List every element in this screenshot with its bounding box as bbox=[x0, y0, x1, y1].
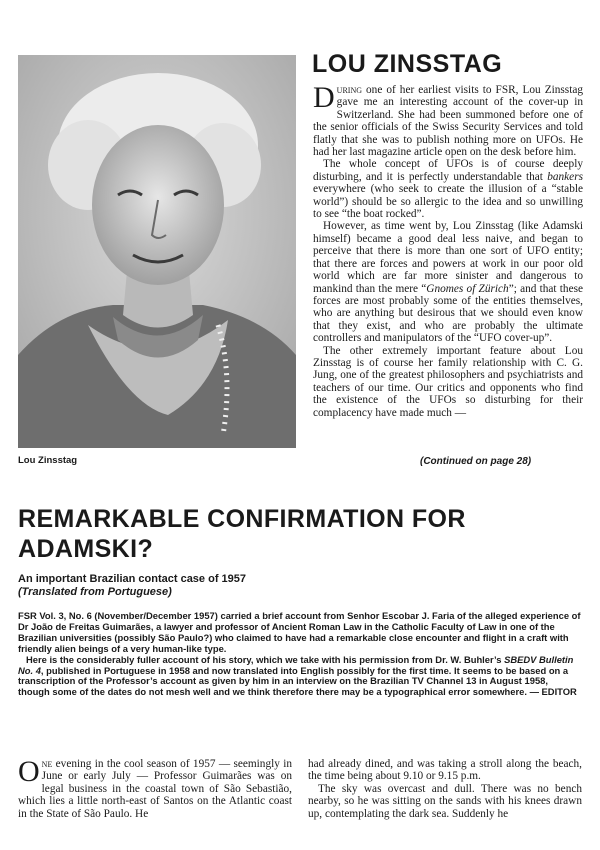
article-title-remarkable-confirmation: REMARKABLE CONFIRMATION FOR ADAMSKI? bbox=[18, 505, 466, 563]
portrait-photo bbox=[18, 55, 296, 448]
article1-paragraph-1 bbox=[313, 81, 583, 159]
article-title-lou-zinsstag: LOU ZINSSTAG bbox=[312, 50, 503, 78]
article2-subtitle: An important Brazilian contact case of 1957 bbox=[18, 573, 247, 585]
emphasis-text: SBEDV Bulletin No. 4 bbox=[18, 653, 574, 676]
paragraph-text: However, as time went by, Lou Zinsstag (like Adamski himself) became a good deal less naive, and began to perceive that there is more than one sort of UFO entity; that there are forces and powers at work in our poor old world which are far more sinister and dangerous to mankind than the mere “ bbox=[313, 220, 583, 295]
emphasis-text: Gnomes of Zürich bbox=[426, 282, 509, 295]
body-paragraph-3: The sky was overcast and dull. There was no bench nearby, so he was sitting on the sands with his knees drawn up, contemplating the dark sea. Suddenly he bbox=[308, 782, 582, 820]
body-paragraph-1 bbox=[18, 755, 292, 820]
intro-paragraph-2 bbox=[18, 655, 582, 699]
drop-cap: D bbox=[313, 81, 335, 114]
small-caps-lead: ne bbox=[41, 758, 53, 770]
article2-translation-note: (Translated from Portuguese) bbox=[18, 586, 172, 598]
photo-caption: Lou Zinsstag bbox=[18, 455, 78, 466]
article2-body-right-column bbox=[308, 758, 582, 820]
article1-paragraph-3 bbox=[313, 220, 583, 344]
paragraph-text: , published in Portuguese in 1958 and now translated into English possibly for the first time. It seems to be based on a transcription of the Professor’s account as given by him in an interview on the Brazilian TV Channel 13 in August 1958, though some of the dates do not mesh well and we think therefore there may be a typographical error somewhere. — EDITOR bbox=[18, 664, 577, 698]
paragraph-text: Here is the considerably fuller account of his story, which we take with his permission from Dr. W. Buhler’s bbox=[26, 653, 505, 665]
body-paragraph-2: had already dined, and was taking a stroll along the beach, the time being about 9.10 or 9.15 p.m. bbox=[308, 758, 582, 783]
paragraph-text: evening in the cool season of 1957 — seemingly in June or early July — Professor Guimarães was on legal business in the coastal town of São Sebastião, which lies a little north-east of Santos on the Atlantic coast in the State of São Paulo. He bbox=[18, 758, 292, 820]
article2-editor-intro bbox=[18, 611, 582, 698]
portrait-illustration bbox=[18, 55, 296, 448]
article1-paragraph-4: The other extremely important feature about Lou Zinsstag is of course her family relationship with C. G. Jung, one of the greatest philosophers and psychiatrists and teachers of our time. Our critics and opponents who find the existence of the UFOs so disturbing for their complacency have made much — bbox=[313, 344, 583, 419]
article1-paragraph-2 bbox=[313, 158, 583, 220]
continued-on-page-link: (Continued on page 28) bbox=[420, 456, 532, 467]
article1-body bbox=[313, 81, 583, 419]
paragraph-text: one of her earliest visits to FSR, Lou Zinsstag gave me an interesting account of the cover-up in Switzerland. She had been summoned before one of the senior officials of the Swiss Security Services and told flatly that she was to publish nothing more on UFOs. He had her last magazine article open on the desk before him. bbox=[313, 84, 583, 159]
small-caps-lead: uring bbox=[336, 84, 363, 96]
paragraph-text: The whole concept of UFOs is of course deeply disturbing, and it is perfectly understandable that bbox=[313, 158, 583, 183]
emphasis-text: bankers bbox=[547, 170, 583, 183]
intro-paragraph-1: FSR Vol. 3, No. 6 (November/December 1957) carried a brief account from Senhor Escobar J. Faria of the alleged experience of Dr João de Freitas Guimarães, a lawyer and professor of Ancient Roman Law in the Catholic Faculty of Law in one of the Brazilian universities (possibly São Paulo?) who claimed to have had a remarkable close encounter and flight in a craft with friendly alien beings of a very human-like type. bbox=[18, 610, 581, 654]
article2-body-left-column bbox=[18, 755, 292, 820]
paragraph-text: ”; and that these forces are most probably some of the entities themselves, who are anything but desirous that we should even know that they exist, and who are probably the ultimate controllers and manipulators of the “UFO cover-up”. bbox=[313, 282, 583, 345]
paragraph-text: everywhere (who seek to create the illusion of a “stable world”) should be so allergic to the idea and so unwilling to see “the boat rocked”. bbox=[313, 183, 583, 221]
drop-cap: O bbox=[18, 755, 40, 788]
